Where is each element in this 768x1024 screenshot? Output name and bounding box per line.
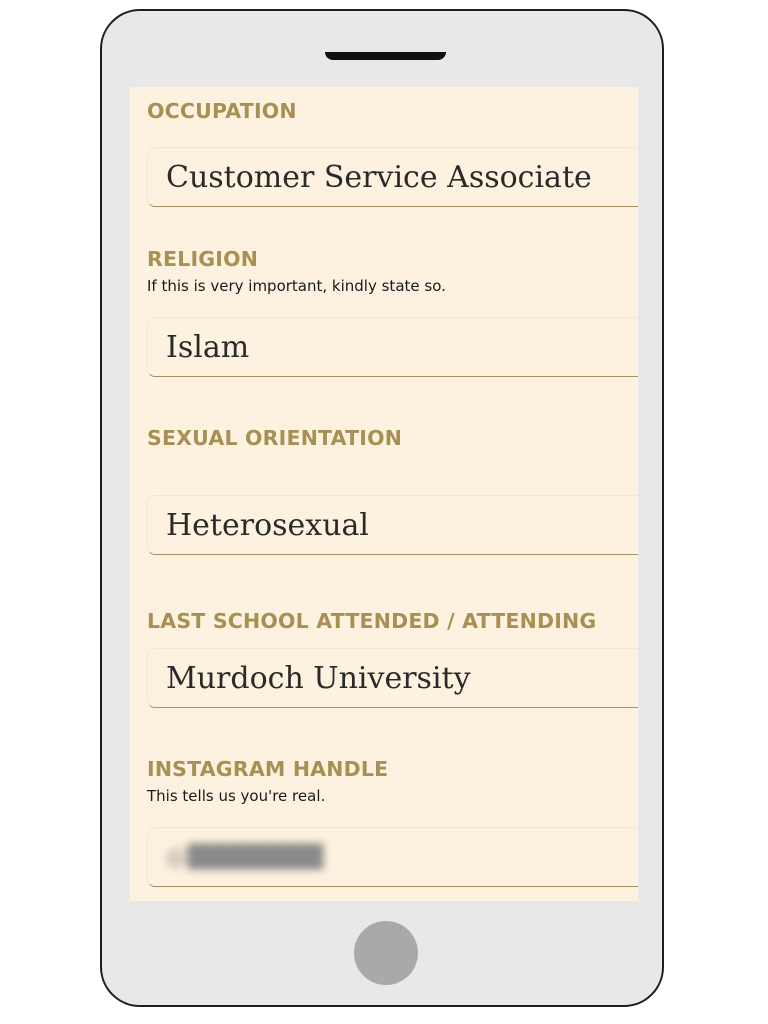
religion-field <box>147 247 638 365</box>
last-school-field <box>147 609 638 696</box>
sexual-orientation-label: SEXUAL ORIENTATION <box>147 426 403 450</box>
instagram-hint: This tells us you're real. <box>147 787 326 805</box>
instagram-label: INSTAGRAM HANDLE <box>147 757 389 781</box>
instagram-value-redacted: @████████ <box>166 844 324 870</box>
religion-input[interactable]: Islam <box>147 317 638 377</box>
occupation-field <box>147 99 638 195</box>
instagram-field <box>147 757 638 870</box>
occupation-input[interactable]: Customer Service Associate <box>147 147 638 207</box>
sexual-orientation-input[interactable]: Heterosexual <box>147 495 638 555</box>
profile-form-screen <box>130 87 638 901</box>
home-button[interactable] <box>354 921 418 985</box>
religion-label: RELIGION <box>147 247 259 271</box>
phone-speaker <box>325 52 446 60</box>
occupation-label: OCCUPATION <box>147 99 297 123</box>
religion-hint: If this is very important, kindly state so. <box>147 277 446 295</box>
last-school-input[interactable]: Murdoch University <box>147 648 638 708</box>
sexual-orientation-field <box>147 426 638 543</box>
last-school-label: LAST SCHOOL ATTENDED / ATTENDING <box>147 609 597 633</box>
instagram-input[interactable] <box>147 827 638 887</box>
